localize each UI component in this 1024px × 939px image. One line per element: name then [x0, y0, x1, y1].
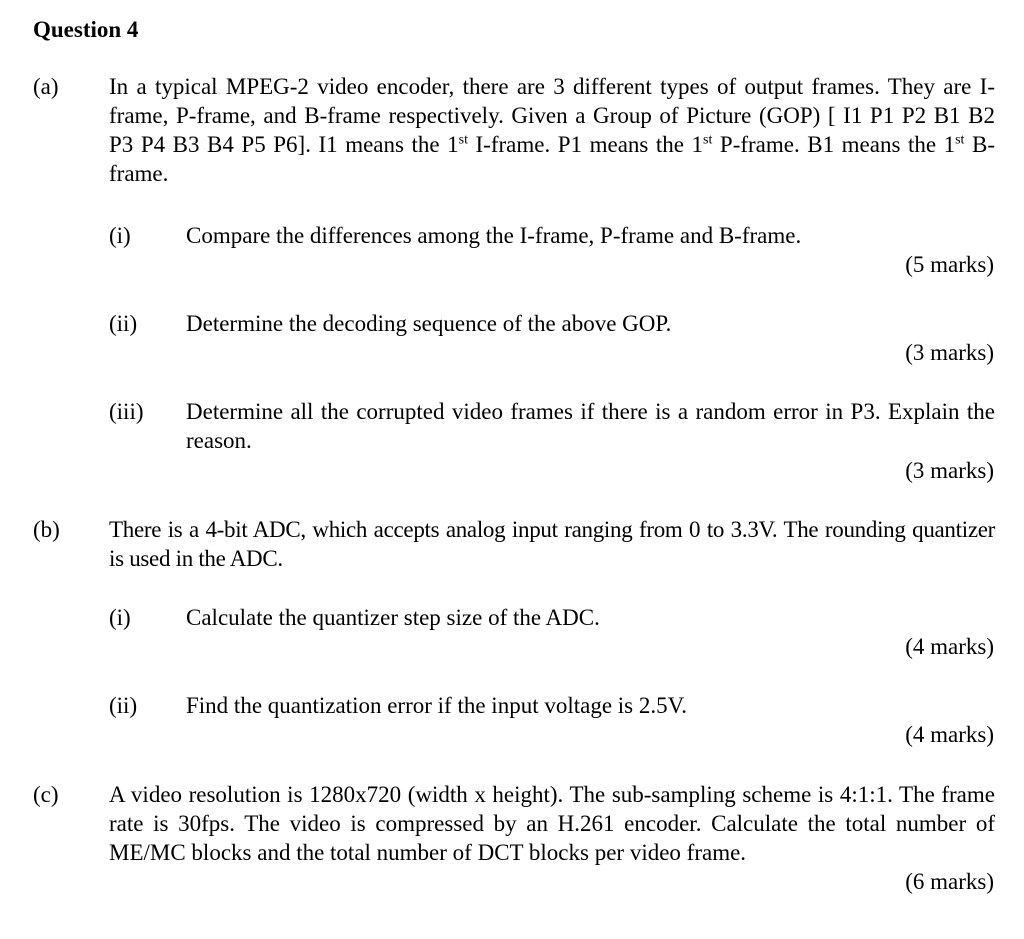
part-a-intro [109, 72, 995, 188]
part-c-intro: A video resolution is 1280x720 (width x height). The sub-sampling scheme is 4:1:1. The frame rate is 30fps. The video is compressed by an H.261 encoder. Calculate the total number of ME/MC blocks and the total number of DCT blocks per video frame. [109, 782, 995, 865]
part-b-ii-marks: (4 marks) [905, 722, 994, 747]
ordinal-suffix: st [703, 132, 713, 148]
part-a-ii-marks: (3 marks) [905, 340, 994, 365]
ordinal-suffix: st [458, 132, 468, 148]
part-a-intro-text-3: P-frame. B1 means the 1 [712, 132, 956, 157]
part-a-label: (a) [33, 74, 59, 99]
part-b-ii-text: Find the quantization error if the input voltage is 2.5V. [186, 693, 688, 718]
part-b-i-label: (i) [109, 605, 131, 630]
ordinal-suffix: st [955, 132, 965, 148]
part-b-intro: There is a 4-bit ADC, which accepts analog input ranging from 0 to 3.3V. The rounding quantizer is used in the ADC. [109, 517, 995, 571]
part-b-i-text: Calculate the quantizer step size of the ADC. [186, 605, 600, 630]
part-b-label: (b) [33, 517, 60, 542]
part-a-intro-text-4: B-frame. [109, 132, 995, 186]
part-a-ii-label: (ii) [109, 311, 138, 336]
part-c-marks: (6 marks) [905, 869, 994, 894]
part-a-iii-label: (iii) [109, 399, 144, 424]
part-a-i-text: Compare the differences among the I-frame, P-frame and B-frame. [186, 223, 802, 248]
part-b-ii-label: (ii) [109, 693, 138, 718]
part-a-i-label: (i) [109, 223, 131, 248]
part-b-i-marks: (4 marks) [905, 634, 994, 659]
part-a-iii-marks: (3 marks) [905, 458, 994, 483]
part-a-iii-text: Determine all the corrupted video frames if there is a random error in P3. Explain the reason. [186, 399, 995, 453]
part-a-intro-text-2: I-frame. P1 means the 1 [467, 132, 704, 157]
part-a-ii-text: Determine the decoding sequence of the above GOP. [186, 311, 672, 336]
part-c-label: (c) [33, 782, 59, 807]
part-a-intro-text-1: In a typical MPEG-2 video encoder, there are 3 different types of output frames. They are I-frame, P-frame, and B-frame respectively. Given a Group of Picture (GOP) [ I1 P1 P2 B1 B2 P3 P4 B3 B4 P5 P6]. I1 means the 1 [109, 74, 995, 157]
part-a-i-marks: (5 marks) [905, 252, 994, 277]
question-title: Question 4 [33, 17, 139, 42]
